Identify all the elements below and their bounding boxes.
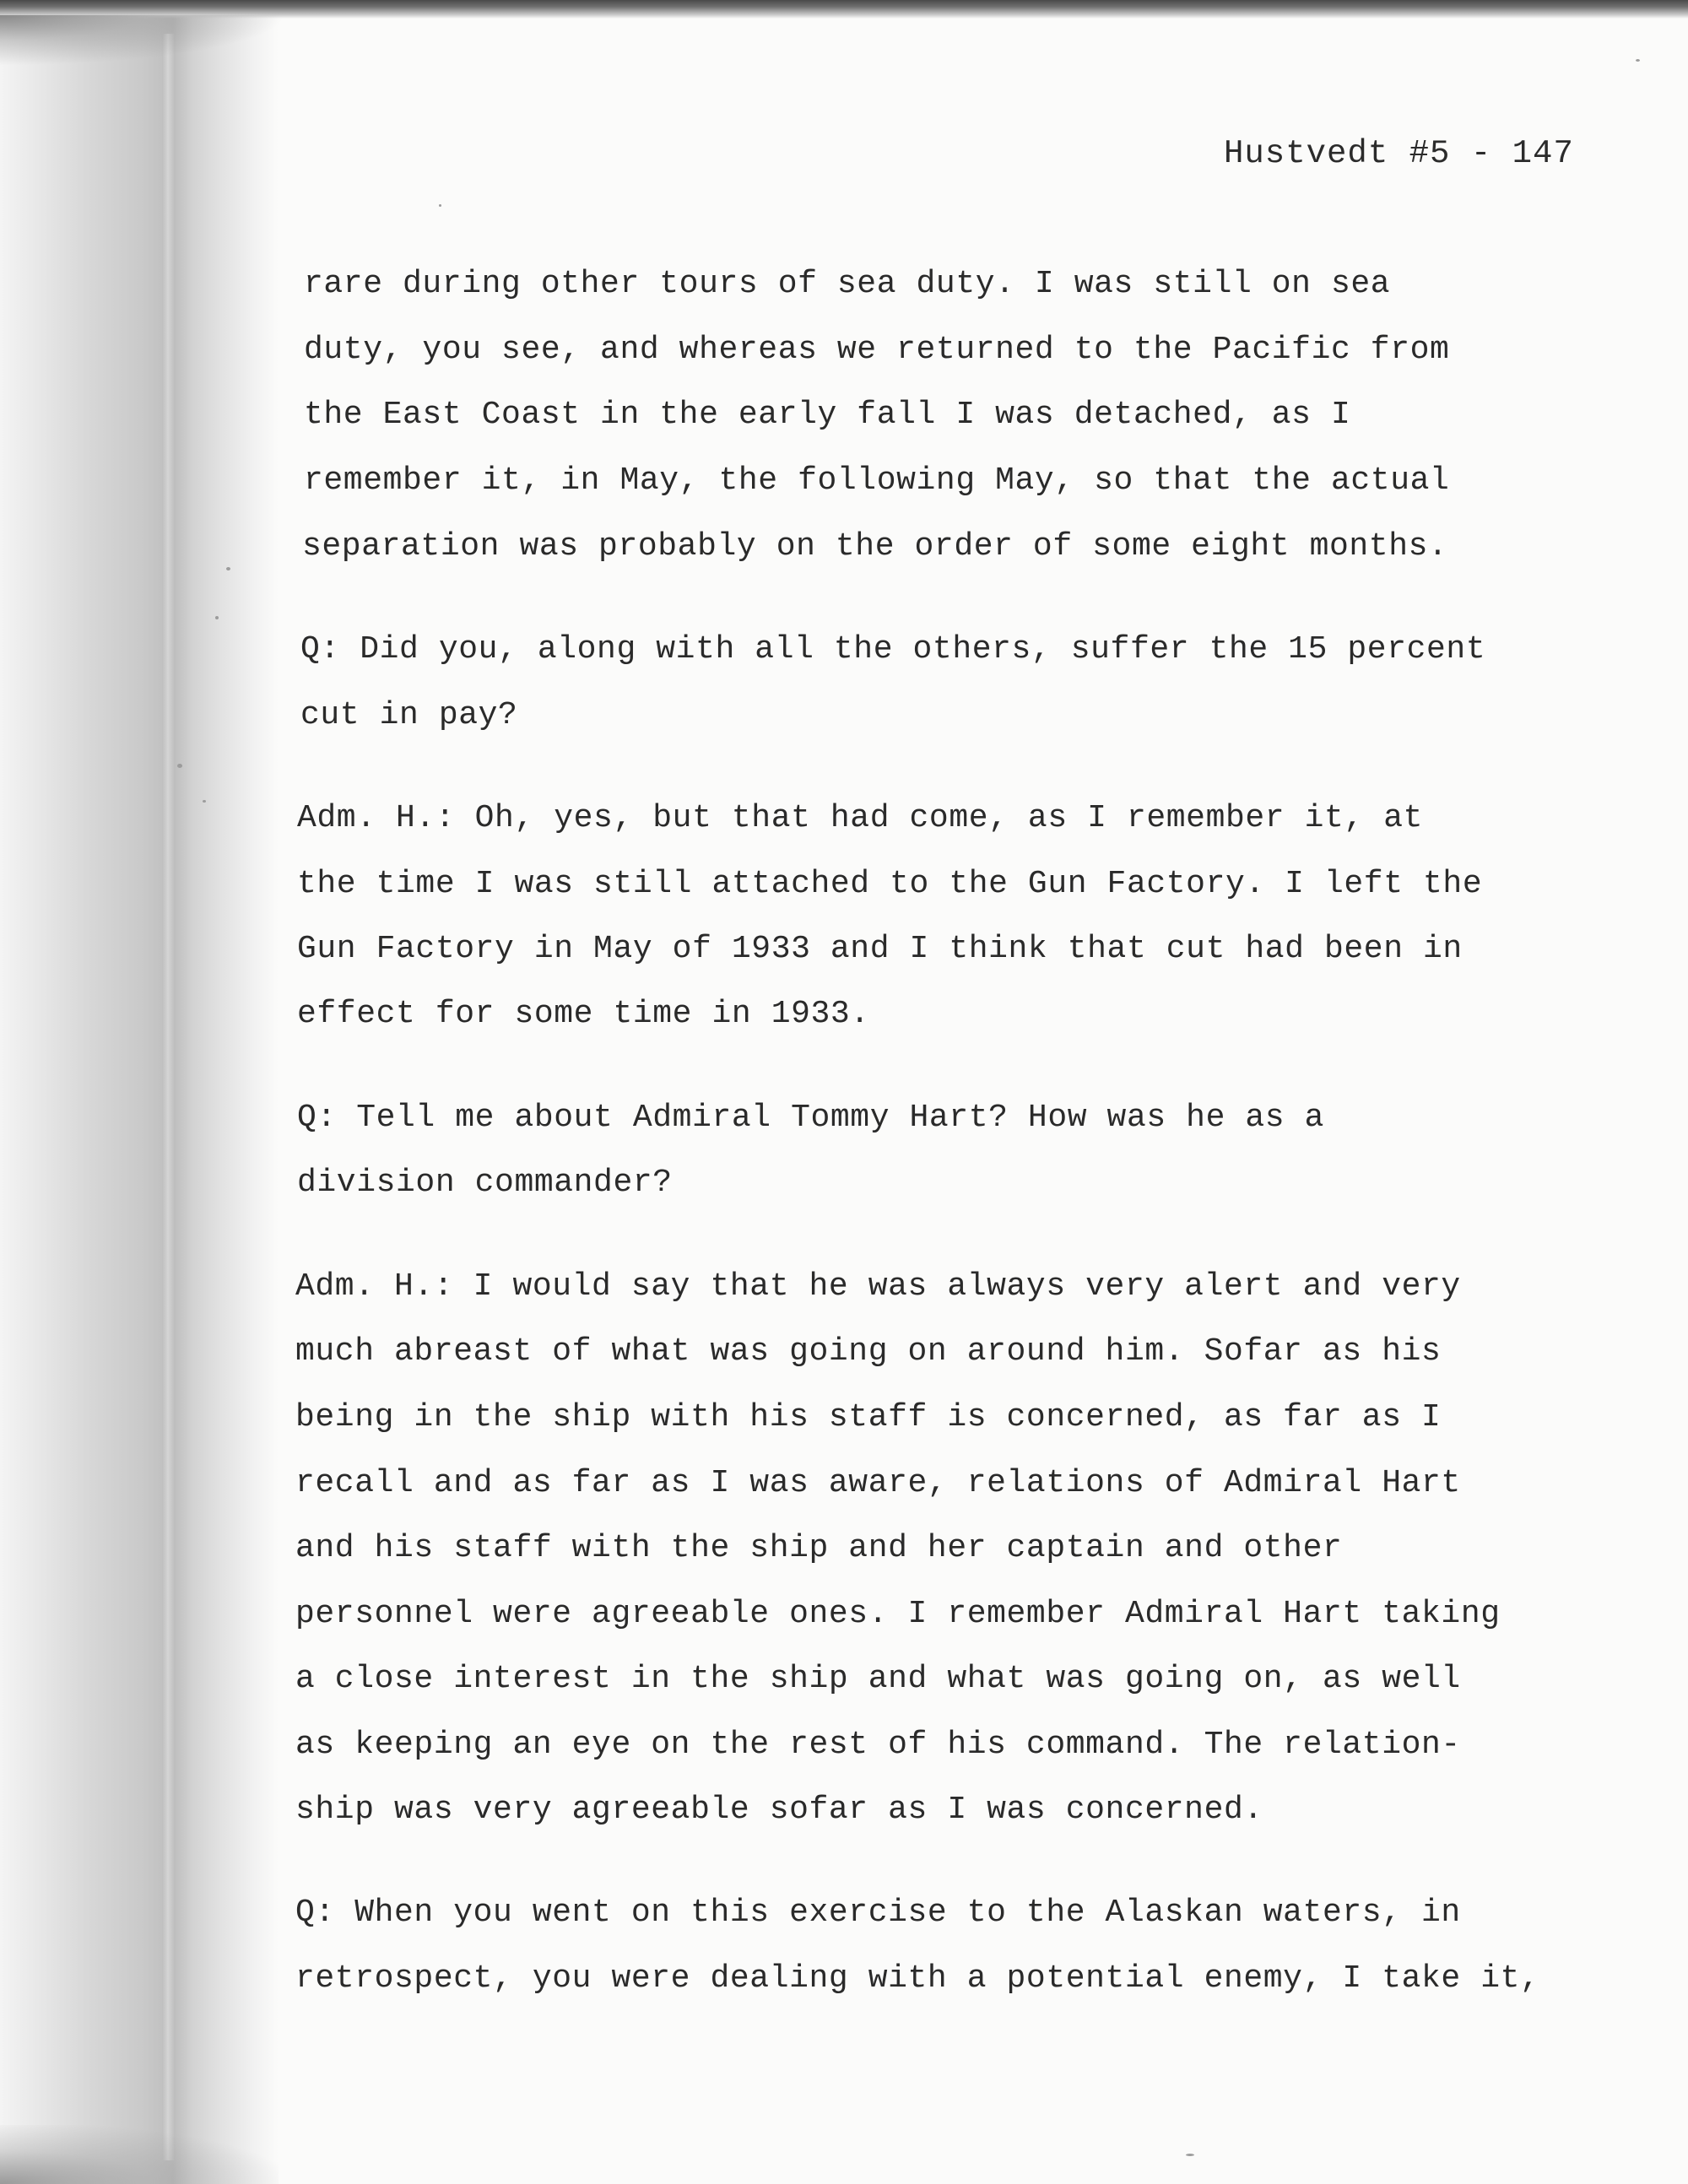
answer-line: ship was very agreeable sofar as I was concerned. [295,1792,1263,1828]
question-line: Q: When you went on this exercise to the Alaskan waters, in [295,1895,1461,1931]
bottom-corner-shadow [0,2125,279,2184]
answer-line: Adm. H.: Oh, yes, but that had come, as I remember it, at [297,800,1424,836]
answer-line: much abreast of what was going on around him. Sofar as his [295,1333,1442,1370]
scan-speck [439,204,441,207]
gutter-fold [162,34,174,2160]
question-line: Q: Did you, along with all the others, suffer the 15 percent [300,631,1486,668]
answer-line: as keeping an eye on the rest of his command. The relation- [295,1727,1461,1763]
question-line: division commander? [297,1165,673,1201]
answer-line: Gun Factory in May of 1933 and I think that cut had been in [297,931,1463,967]
question-line: cut in pay? [300,697,518,733]
answer-line: the time I was still attached to the Gun Factory. I left the [297,866,1483,902]
text-line: remember it, in May, the following May, so that the actual [304,462,1450,499]
text-line: rare during other tours of sea duty. I was still on sea [304,266,1391,302]
answer-line: personnel were agreeable ones. I remember Admiral Hart taking [295,1596,1501,1632]
scan-speck [1636,59,1640,62]
answer-line: effect for some time in 1933. [297,996,870,1032]
top-corner-shadow [0,15,287,66]
text-line: the East Coast in the early fall I was detached, as I [304,397,1351,433]
text-line: separation was probably on the order of some eight months. [302,528,1448,565]
page-header: Hustvedt #5 - 147 [1224,135,1574,172]
scan-speck [203,800,206,803]
answer-line: and his staff with the ship and her captain and other [295,1530,1343,1566]
scan-speck [177,764,182,768]
text-line: duty, you see, and whereas we returned to the Pacific from [304,332,1450,368]
answer-line: a close interest in the ship and what was going on, as well [295,1661,1461,1697]
scan-speck [1186,2154,1194,2156]
scan-speck [226,567,230,570]
question-line: retrospect, you were dealing with a potential enemy, I take it, [295,1960,1540,1997]
question-line: Q: Tell me about Admiral Tommy Hart? How was he as a [297,1100,1324,1136]
answer-line: recall and as far as I was aware, relations of Admiral Hart [295,1465,1461,1501]
scan-speck [215,616,219,619]
answer-line: being in the ship with his staff is concerned, as far as I [295,1399,1442,1435]
answer-line: Adm. H.: I would say that he was always very alert and very [295,1268,1461,1305]
book-gutter-shadow [0,0,279,2184]
